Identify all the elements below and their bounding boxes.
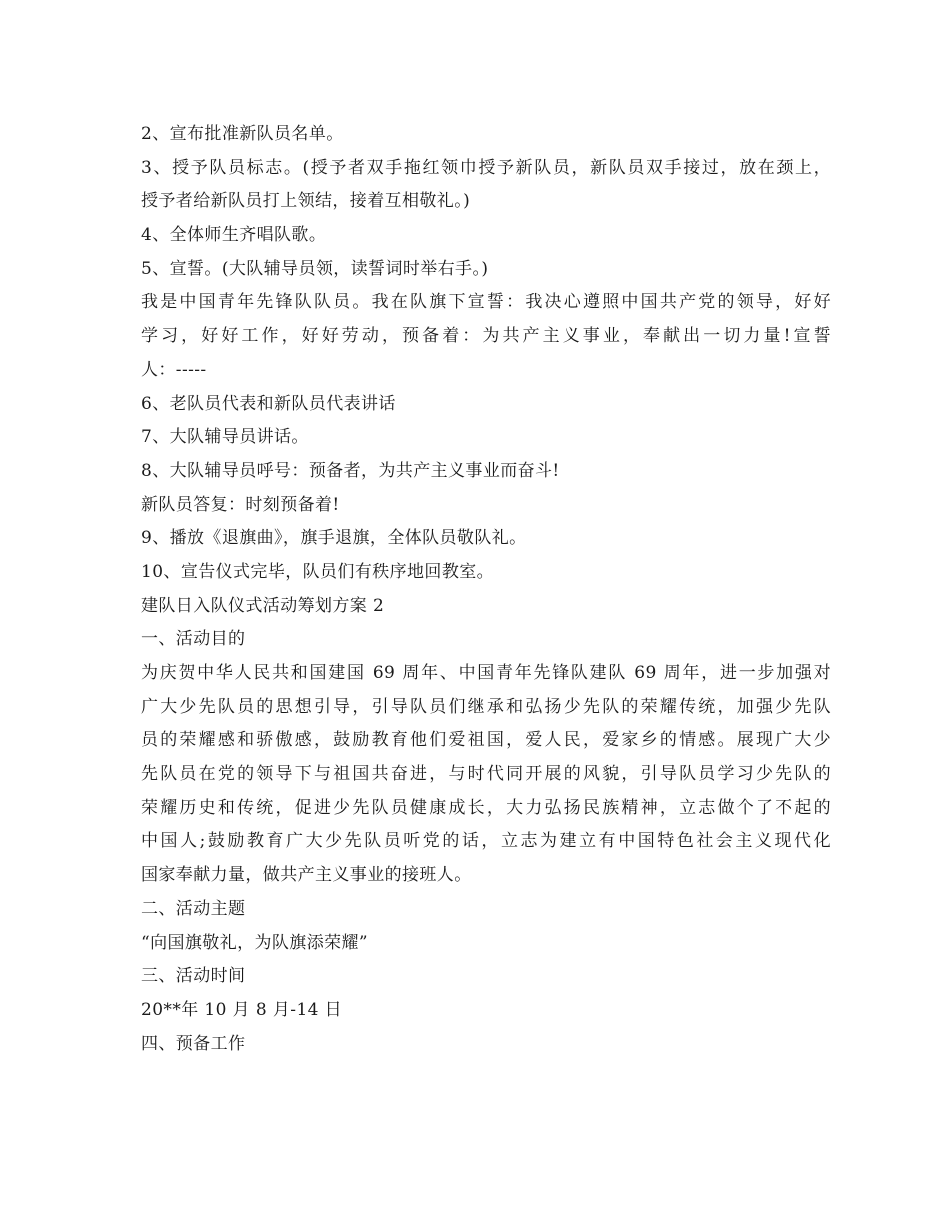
text-line: 新队员答复：时刻预备着! (141, 494, 340, 515)
text-line: 授予者给新队员打上领结，接着互相敬礼。) (141, 191, 471, 212)
text-line: 为庆贺中华人民共和国建国 69 周年、中国青年先锋队建队 69 周年，进一步加强对 (141, 663, 831, 683)
text-line: 广大少先队员的思想引导，引导队员们继承和弘扬少先队的荣耀传统，加强少先队 (141, 696, 831, 717)
text-line: 5、宣誓。(大队辅导员领，读誓词时举右手。) (141, 258, 489, 279)
text-line: 一、活动目的 (141, 629, 246, 650)
text-line: 建队日入队仪式活动筹划方案 2 (141, 595, 385, 616)
text-line: 9、播放《退旗曲》，旗手退旗，全体队员敬队礼。 (141, 528, 527, 549)
text-line: “向国旗敬礼，为队旗添荣耀” (141, 932, 368, 953)
text-line: 2、宣布批准新队员名单。 (141, 124, 344, 144)
text-line: 10、宣告仪式完毕，队员们有秩序地回教室。 (141, 561, 495, 582)
text-line: 三、活动时间 (141, 966, 246, 987)
text-line: 四、预备工作 (141, 1033, 246, 1054)
text-line: 国家奉献力量，做共产主义事业的接班人。 (141, 865, 472, 886)
document-body (141, 118, 831, 1061)
text-line: 我是中国青年先锋队队员。我在队旗下宣誓：我决心遵照中国共产党的领导，好好 (141, 292, 831, 313)
text-line: 人：----- (141, 359, 207, 380)
text-line: 3、授予队员标志。(授予者双手拖红领巾授予新队员，新队员双手接过，放在颈上， (141, 157, 831, 178)
text-line: 7、大队辅导员讲话。 (141, 427, 309, 448)
text-line: 4、全体师生齐唱队歌。 (141, 225, 327, 246)
text-line: 学习，好好工作，好好劳动，预备着：为共产主义事业，奉献出一切力量!宣誓 (141, 326, 831, 347)
text-line: 员的荣耀感和骄傲感，鼓励教育他们爱祖国，爱人民，爱家乡的情感。展现广大少 (141, 730, 831, 751)
text-line: 先队员在党的领导下与祖国共奋进，与时代同开展的风貌，引导队员学习少先队的 (141, 764, 831, 785)
text-line: 荣耀历史和传统，促进少先队员健康成长，大力弘扬民族精神，立志做个了不起的 (141, 797, 831, 818)
text-line: 6、老队员代表和新队员代表讲话 (141, 393, 396, 414)
text-line: 8、大队辅导员呼号：预备者，为共产主义事业而奋斗! (141, 460, 560, 481)
text-line: 中国人;鼓励教育广大少先队员听党的话，立志为建立有中国特色社会主义现代化 (141, 831, 831, 852)
text-line: 二、活动主题 (141, 898, 246, 919)
text-line: 20**年 10 月 8 月-14 日 (141, 999, 343, 1020)
